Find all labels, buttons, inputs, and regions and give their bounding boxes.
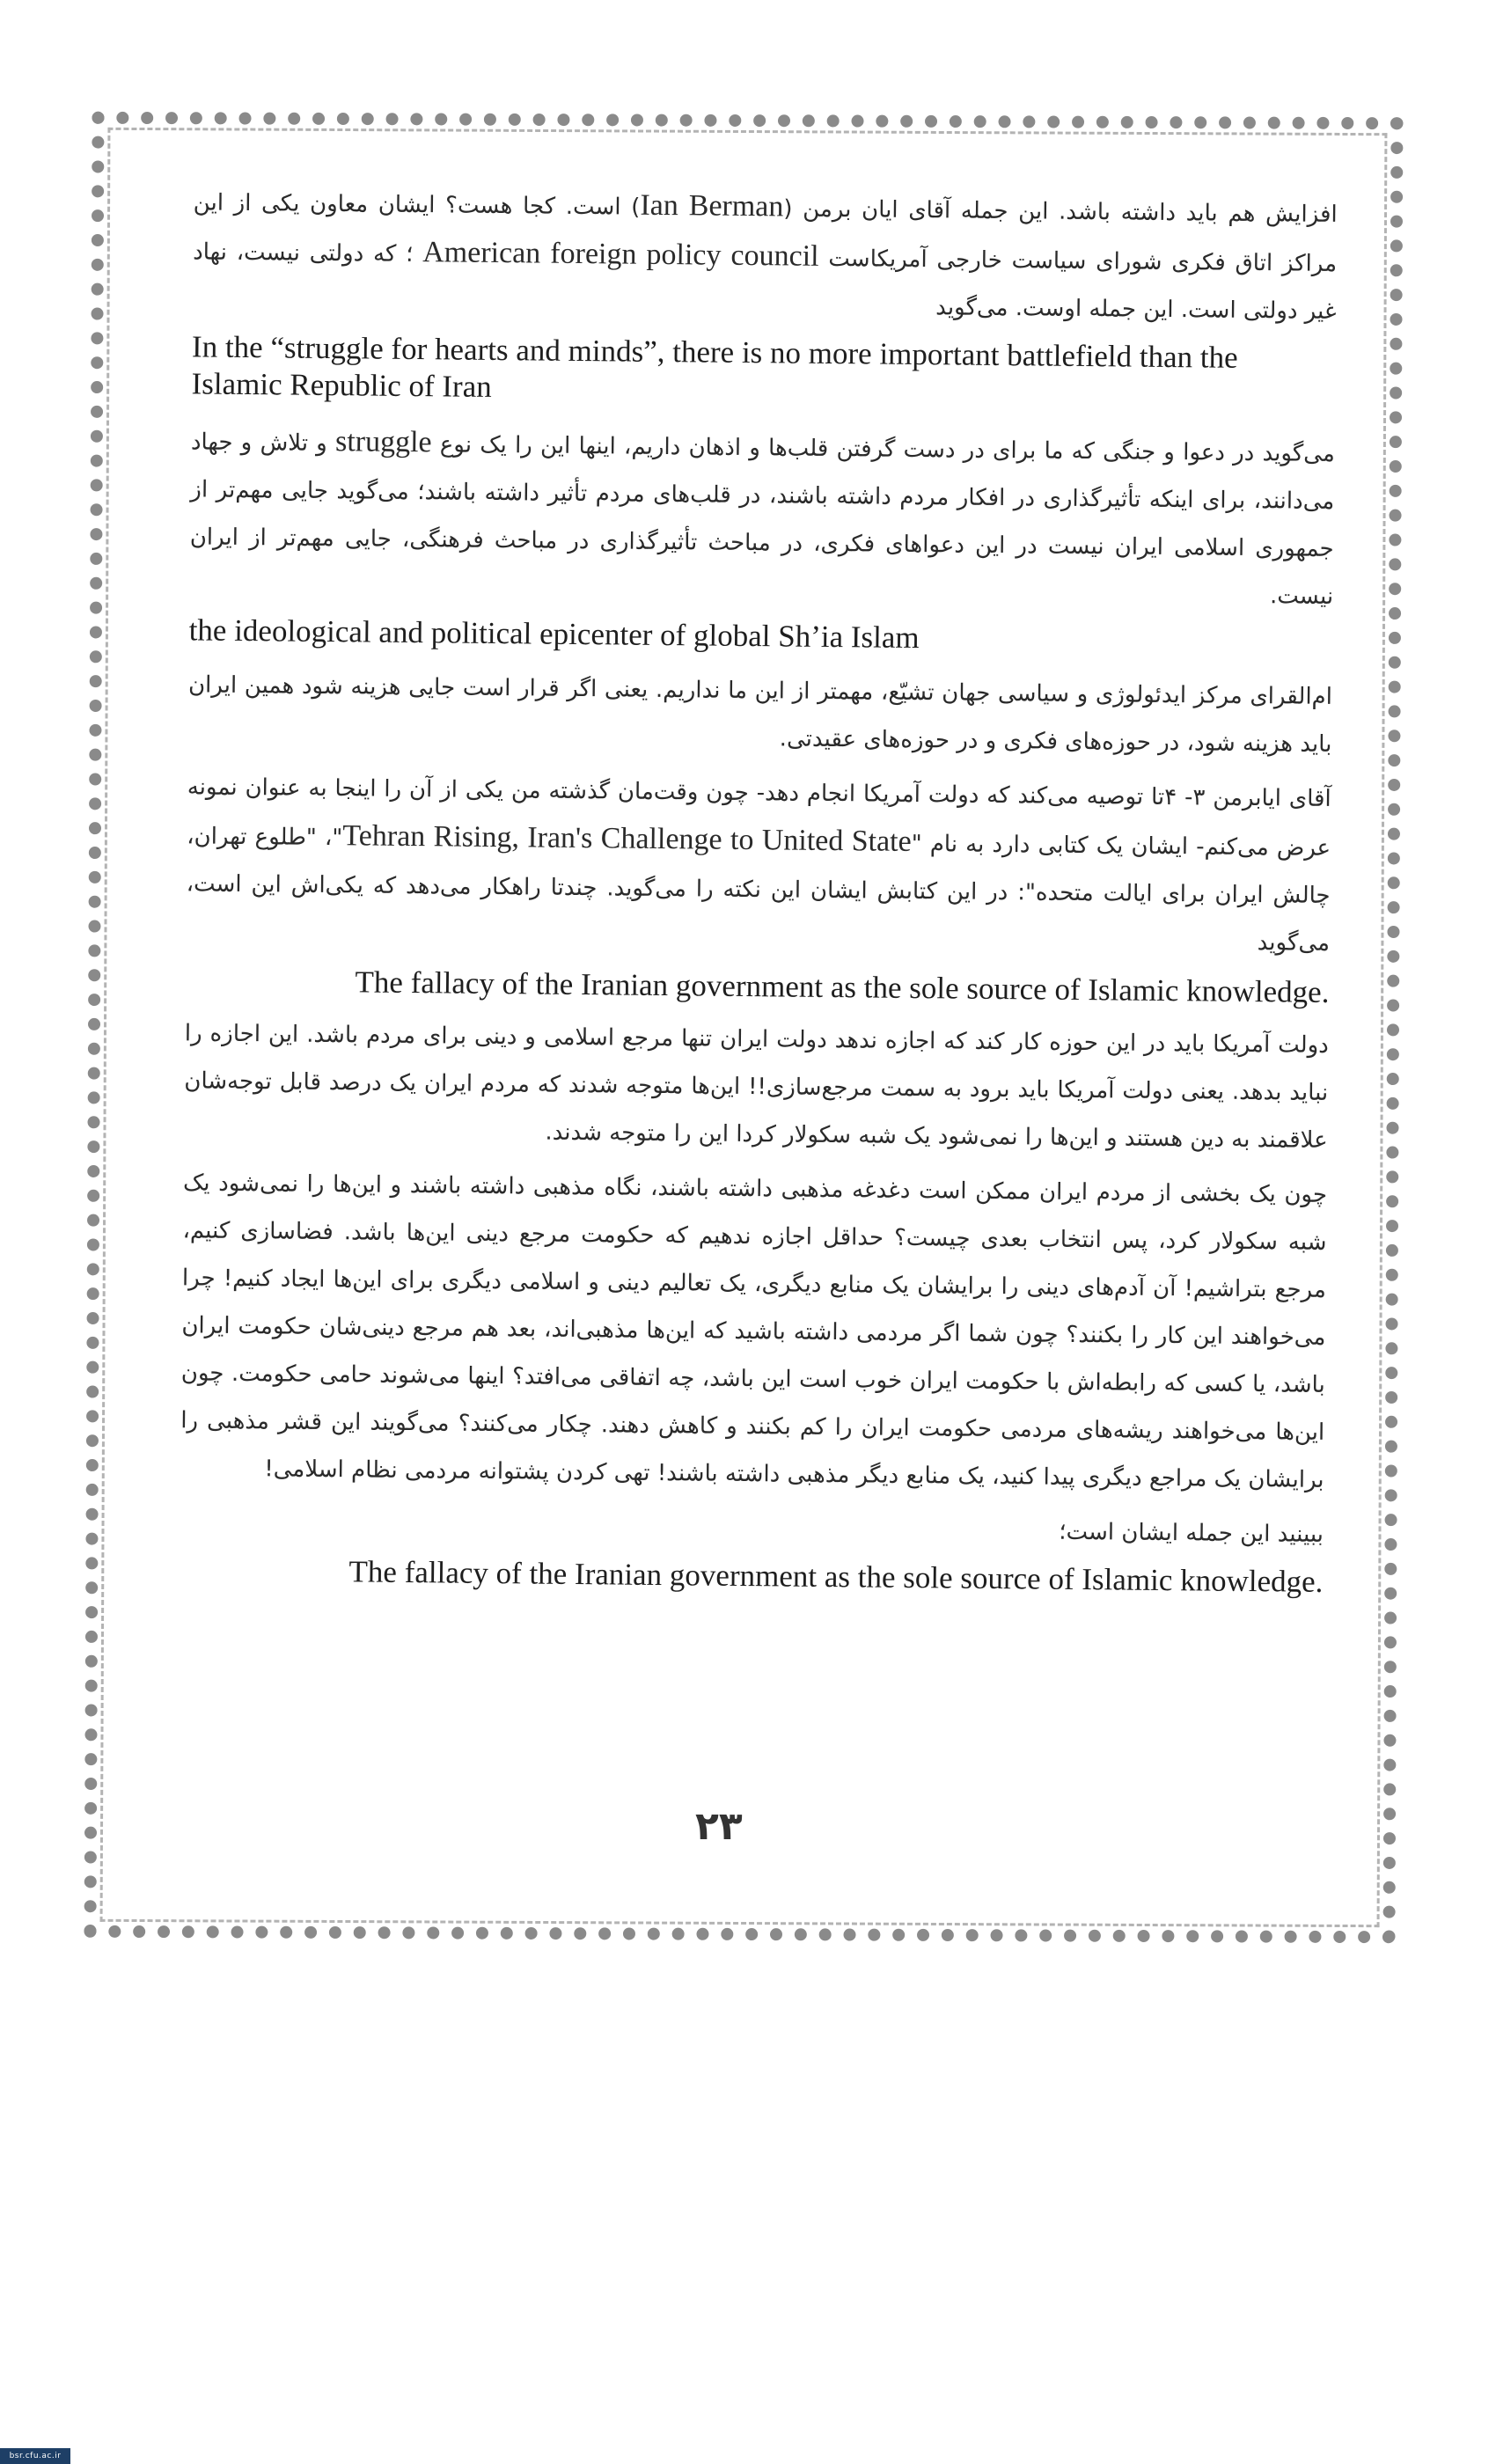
paragraph-1-org-en: American foreign policy council [422,236,819,273]
paragraph-1-text-a: افزایش هم باید داشته باشد. این جمله آقای ایان برمن ( [783,195,1338,228]
site-watermark-logo: bsr.cfu.ac.ir [0,2448,70,2464]
quote-1: In the “struggle for hearts and minds”, there is no more important battlefield than the Islamic Republic of Iran [191,329,1238,404]
paragraph-1-text-b: ) است. کجا هست؟ ایشان معاون یکی از این [193,189,641,221]
paragraph-4 [186,763,1331,967]
paragraph-1-text-c: مراکز اتاق فکری شورای سیاست خارجی آمریکاست [828,245,1338,277]
paragraph-1-text-d: ؛ که دولتی نیست، [236,238,414,268]
paragraph-4-text-b: "، "طلوع تهران، چالش ایران برای ایالت متحده": در این کتابش ایشان این نکته را می‌گوید. چندتا راهکار می‌دهد که یکی‌اش این است، می‌گوید [186,823,1331,957]
paragraph-1 [192,177,1338,335]
paragraph-1-name-en: Ian Berman [640,188,784,224]
quote-3: The fallacy of the Iranian government as the sole source of Islamic knowledge. [355,964,1330,1009]
paragraph-2 [189,416,1335,620]
paragraph-4-text-a: آقای ایابرمن ۳- ۴تا توصیه می‌کند که دولت آمریکا انجام دهد- چون وقت‌مان گذشته من یکی از آن را اینجا به عنوان نمونه عرض می‌کنم- ایشان یک کتابی دارد به نام " [187,774,1331,862]
paragraph-2-word-en: struggle [334,425,432,459]
paragraph-4-book-title-en: Tehran Rising, Iran's Challenge to United State [342,819,912,858]
paragraph-7: ببینید این جمله ایشان است؛ [1059,1518,1324,1548]
paragraph-2-text-a: می‌گوید در دعوا و جنگی که ما برای در دست گرفتن قلب‌ها و اذهان داریم، اینها این را یک نوع [439,431,1336,467]
quote-2: the ideological and political epicenter of global Sh’ia Islam [188,612,920,656]
page-number: ۲۳ [695,1804,743,1849]
paragraph-6: چون یک بخشی از مردم ایران ممکن است دغدغه مذهبی داشته باشند، نگاه مذهبی داشته باشند و این‌ها را نمی‌شود یک شبه سکولار کرد، پس انتخاب بعدی چیست؟ حداقل اجازه ندهیم که حکومت مرجع دینی این‌ها باشد. فضاسازی کنیم، مرجع بتراشیم! آن آدم‌های دینی را برایشان یک منابع دیگری، یک تعالیم دینی و اسلامی دیگری برای این‌ها ایجاد کنیم! چرا می‌خواهند این کار را بکنند؟ چون شما اگر مردمی داشته باشید که این‌ها مذهبی‌اند، بعد هم مرجع دینی‌شان حکومت ایران باشد، یا کسی که رابطه‌اش با حکومت ایران خوب است این باشد، چه اتفاقی می‌افتد؟ اینها می‌شوند حامی حکومت. چون این‌ها می‌خواهند ریشه‌های مردمی حکومت ایران را کم بکنند و کاهش دهند. چکار می‌کنند؟ می‌گویند این قشر مذهبی را برایشان یک مراجع دیگری پیدا کنید، یک منابع دیگر مذهبی داشته باشند! تهی کردن پشتوانه مردمی نظام اسلامی! [180,1170,1328,1493]
page-content [179,177,1338,1601]
quote-4: The fallacy of the Iranian government as the sole source of Islamic knowledge. [348,1554,1324,1599]
paragraph-2-text-b: و تلاش و جهاد می‌دانند، برای اینکه تأثیرگذاری در افکار مردم داشته باشند، در قلب‌های مردم تأثیر داشته باشند؛ می‌گوید جایی مهم‌تر از جمهوری اسلامی ایران نیست در این دعواهای فکری، در مباحث تأثیرگذاری در مباحث فرهنگی، جایی مهم‌تر از ایران نیست. [189,429,1335,610]
paragraph-5: دولت آمریکا باید در این حوزه کار کند که اجازه ندهد دولت ایران تنها مرجع اسلامی و دینی برای مردم باشد. این اجازه را نباید بدهد. یعنی دولت آمریکا باید برود به سمت مرجع‌سازی!! این‌ها متوجه شدند که مردم ایران یک درصد قابل توجه‌شان علاقمند به دین هستند و این‌ها را نمی‌شود یک شبه سکولار کردا این را متوجه شدند. [184,1020,1329,1154]
paragraph-1-text-e: نهاد غیر دولتی است. این جمله اوست. می‌گوید [193,238,1337,325]
paragraph-3: ام‌القرای مرکز ایدئولوژی و سیاسی جهان تشیّع، مهمتر از این ما نداریم. یعنی اگر قرار است جایی هزینه شود همین ایران باید هزینه شود، در حوزه‌های فکری و در حوزه‌های عقیدتی. [187,671,1333,758]
